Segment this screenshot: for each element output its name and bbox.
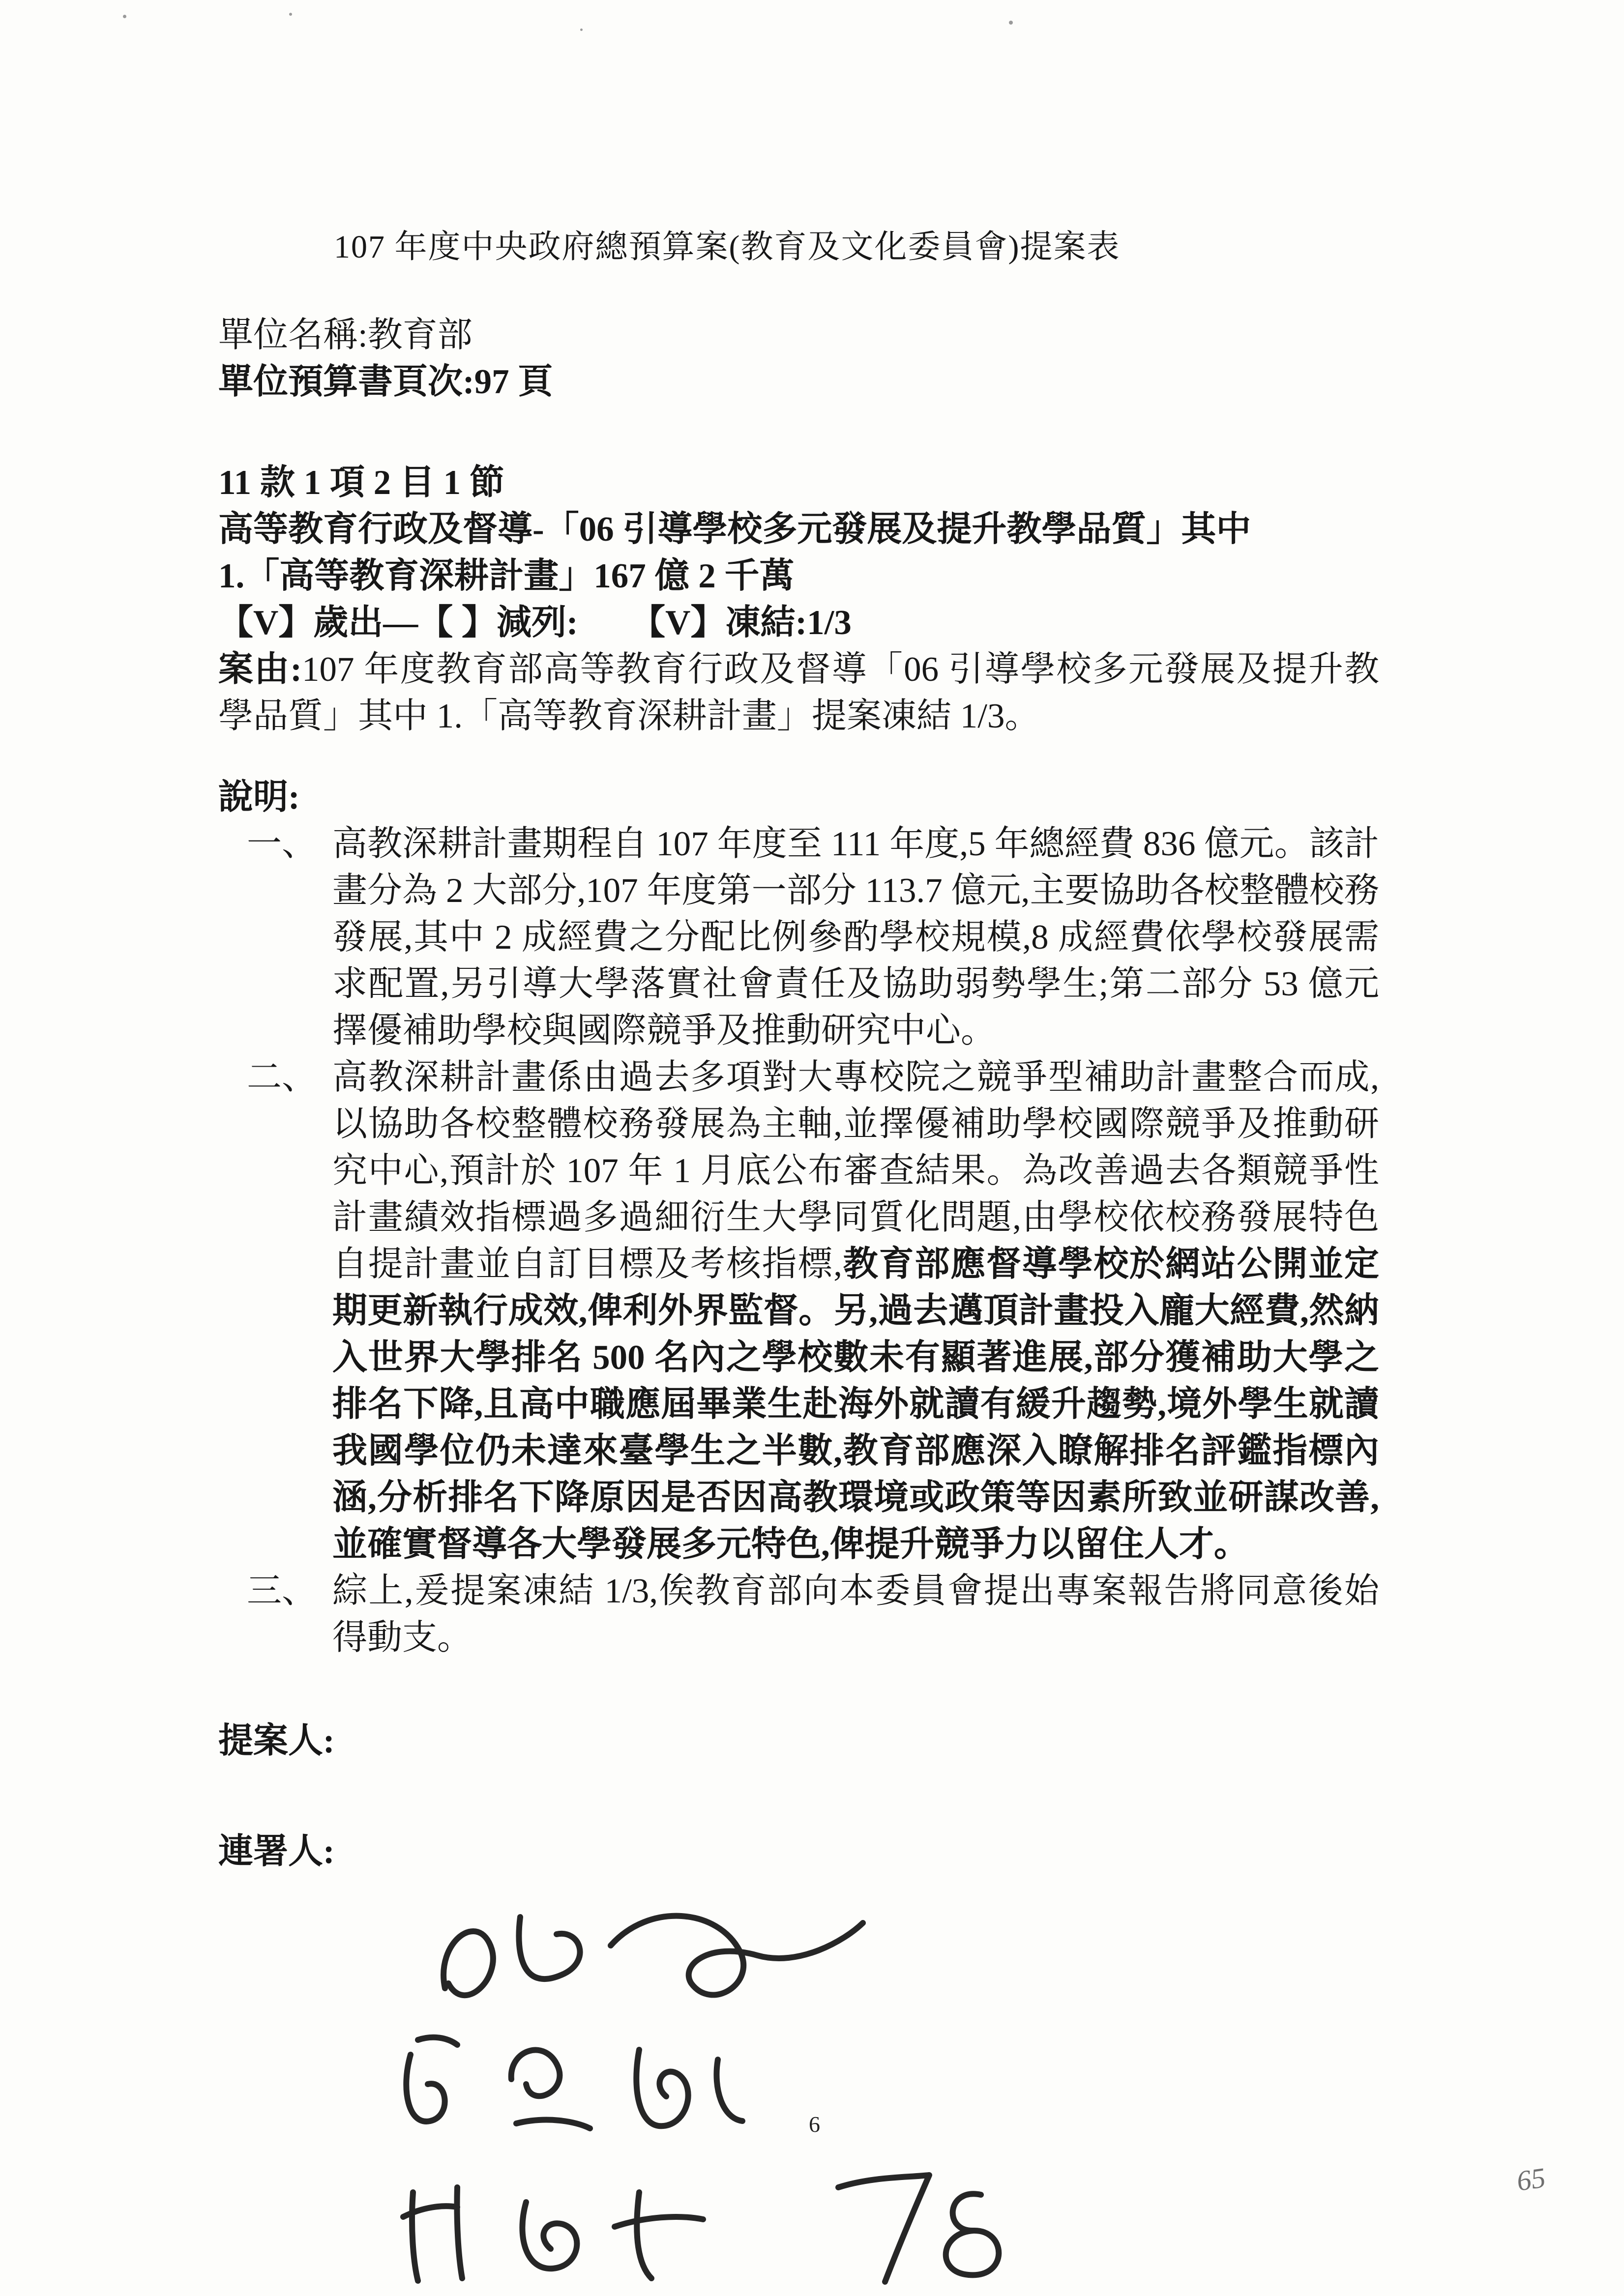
item-text: 高教深耕計畫期程自 107 年度至 111 年度,5 年總經費 836 億元。該計畫分為 2 大部分,107 年度第一部分 113.7 億元,主要協助各校整體校務發展,其中 2 成經費之分配比例參酌學校規模,8 成經費依學校發展需求配置,另引導大學落實社會責任及協助弱勢學生;第二部分 53 億元擇優補助學校與國際競爭及推動研究中心。 [332, 825, 1379, 1050]
explanation-label: 說明: [218, 778, 300, 816]
signature-stroke [636, 2050, 742, 2126]
document-title: 107 年度中央政府總預算案(教育及文化委員會)提案表 [334, 229, 1121, 265]
explanation-item-3 [218, 1568, 1379, 1661]
item-marker: 三、 [247, 1572, 317, 1610]
case-text: 107 年度教育部高等教育行政及督導「06 引導學校多元發展及提升教學品質」其中 1.「高等教育深耕計畫」提案凍結 1/3。 [218, 650, 1379, 735]
unit-name-line: 單位名稱:教育部 [218, 316, 472, 354]
cosigner-signature-1 [384, 2010, 787, 2158]
page-number: 6 [809, 2112, 820, 2137]
unit-budget-page-line: 單位預算書頁次:97 頁 [218, 363, 553, 401]
signature-stroke [519, 1917, 580, 1979]
signature-stroke [615, 2192, 703, 2278]
signature-stroke [511, 2050, 590, 2128]
item-text-bold: 教育部應督導學校於網站公開並定期更新執行成效,俾利外界監督。另,過去邁頂計畫投入龐大經費,然納入世界大學排名 500 名內之學校數未有顯著進展,部分獲補助大學之排名下降,且高中職應屆畢業生赴海外就讀有緩升趨勢,境外學生就讀我國學位仍未達來臺學生之半數,教育部應深入瞭解排名評鑑指標內涵,分析排名下降原因是否因高教環境或政策等因素所致並研謀改善,並確實督導各大學發展多元特色,俾提升競爭力以留住人才。 [332, 1245, 1379, 1564]
cosigner-label: 連署人: [218, 1832, 335, 1871]
signature-stroke [838, 2175, 929, 2282]
scan-speck [580, 29, 583, 31]
pencil-corner-note: 65 [1514, 2161, 1548, 2197]
explanation-item-2 [218, 1054, 1379, 1568]
item-marker: 二、 [247, 1058, 317, 1097]
signature-stroke [522, 2202, 577, 2268]
signature-stroke [403, 2187, 462, 2281]
proposer-row [218, 1718, 1379, 1765]
document-content [218, 224, 1379, 1875]
subject-line-1: 高等教育行政及督導-「06 引導學校多元發展及提升教學品質」其中 [218, 510, 1251, 549]
item-marker: 一、 [247, 825, 317, 863]
scan-speck [1009, 21, 1013, 25]
item-text: 綜上,爰提案凍結 1/3,俟教育部向本委員會提出專案報告將同意後始得動支。 [332, 1572, 1379, 1657]
signature-stroke [946, 2194, 999, 2275]
handwritten-number-78 [811, 2153, 1018, 2296]
case-paragraph [218, 646, 1379, 740]
freeze-checkbox-line: 【V】歲出—【 】減列: 【V】凍結:1/3 [218, 604, 852, 642]
budget-clause-line: 11 款 1 項 2 目 1 節 [218, 464, 504, 502]
explanation-item-1 [218, 821, 1379, 1054]
signature-stroke [611, 1916, 863, 1995]
proposer-label: 提案人: [218, 1722, 335, 1760]
signature-stroke [443, 1931, 493, 1995]
scan-speck [123, 15, 126, 18]
explanation-items [218, 821, 1379, 1661]
cosigner-signature-2 [384, 2158, 757, 2296]
signature-stroke [406, 2037, 457, 2122]
case-label: 案由: [218, 650, 302, 689]
scan-speck [289, 13, 292, 16]
item-text-normal: 高教深耕計畫係由過去多項對大專校院之競爭型補助計畫整合而成,以協助各校整體校務發展為主軸,並擇優補助學校國際競爭及推動研究中心,預計於 107 年 1 月底公布審查結果。為改善過去各類競爭性計畫績效指標過多過細衍生大學同質化問題,由學校依校務發展特色自提計畫並自訂目標及考核指標, [332, 1058, 1379, 1283]
cosigner-row [218, 1829, 1379, 1875]
subject-line-2: 1.「高等教育深耕計畫」167 億 2 千萬 [218, 557, 795, 595]
